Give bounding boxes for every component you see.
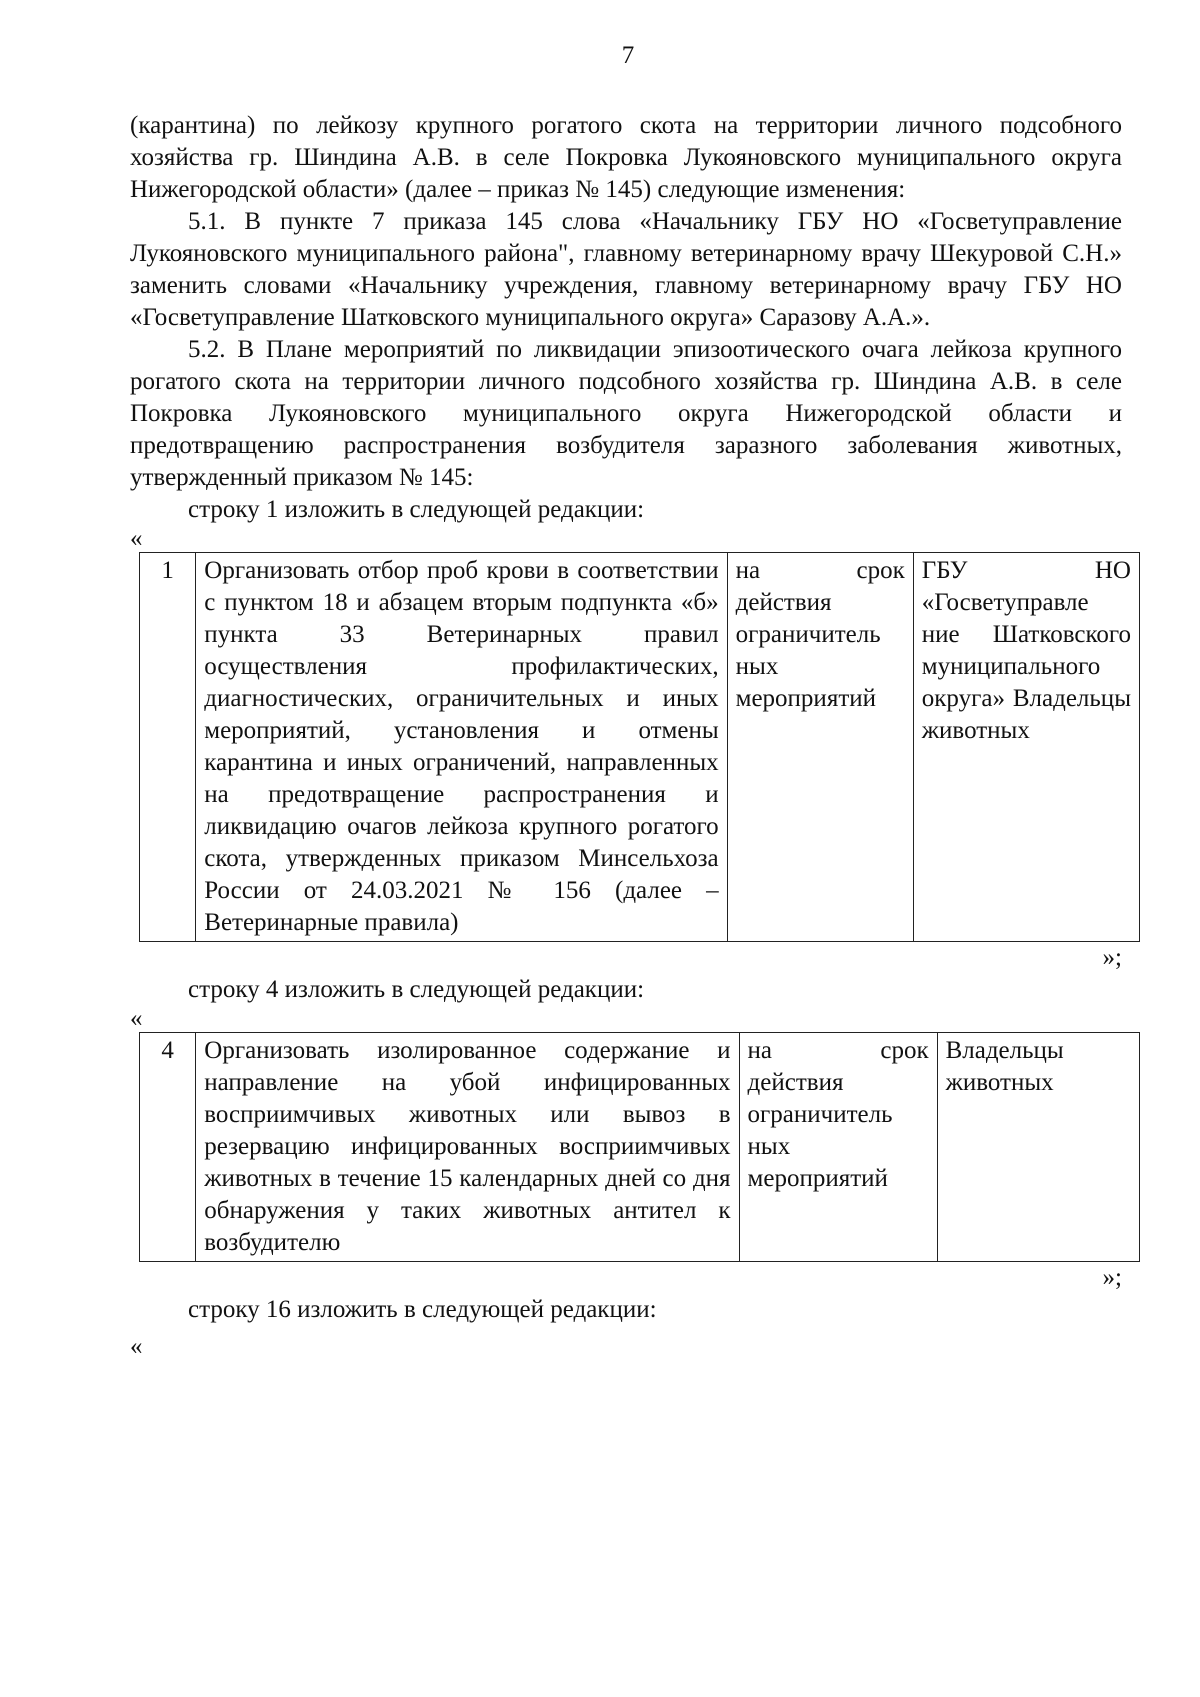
row-number: 4	[140, 1033, 196, 1262]
row-term: на срок действия ограничитель ных мероприятий	[739, 1033, 937, 1262]
opening-quote: «	[130, 1005, 143, 1032]
document-page	[130, 40, 1131, 1360]
row-responsible: Владельцы животных	[937, 1033, 1139, 1262]
closing-quote: »;	[1102, 1264, 1122, 1291]
table-row	[140, 1033, 1140, 1262]
item-5-1: 5.1. В пункте 7 приказа 145 слова «Начальнику ГБУ НО «Госветуправление Лукояновского муниципального района", главному ветеринарному врачу Шекуровой С.Н.» заменить словами «Начальнику учреждения, главному ветеринарному врачу ГБУ НО «Госветуправление Шатковского муниципального округа» Саразову А.А.».	[130, 208, 1122, 331]
table-row	[140, 553, 1140, 942]
edit-instruction-row-1: строку 1 изложить в следующей редакции:	[188, 496, 645, 523]
row-term: на срок действия ограничитель ных мероприятий	[727, 553, 913, 942]
opening-quote: «	[130, 525, 143, 552]
edit-instruction-row-4: строку 4 изложить в следующей редакции:	[188, 976, 645, 1003]
page-number: 7	[621, 42, 635, 69]
plan-table-row-1	[139, 552, 1140, 942]
closing-quote: »;	[1102, 944, 1122, 971]
row-number: 1	[140, 553, 196, 942]
edit-instruction-row-16: строку 16 изложить в следующей редакции:	[188, 1296, 657, 1323]
row-action: Организовать изолированное содержание и направление на убой инфицированных восприимчивых животных или вывоз в резервацию инфицированных восприимчивых животных в течение 15 календарных дней со дня обнаружения у таких животных антител к возбудителю	[196, 1033, 739, 1262]
item-5-2: 5.2. В Плане мероприятий по ликвидации эпизоотического очага лейкоза крупного рогатого скота на территории личного подсобного хозяйства гр. Шиндина А.В. в селе Покровка Лукояновского муниципального округа Нижегородской области и предотвращению распространения возбудителя заразного заболевания животных, утвержденный приказом № 145:	[130, 336, 1122, 491]
row-action: Организовать отбор проб крови в соответствии с пунктом 18 и абзацем вторым подпункта «б» пункта 33 Ветеринарных правил осуществления профилактических, диагностических, ограничительных и иных мероприятий, установления и отмены карантина и иных ограничений, направленных на предотвращение распространения и ликвидацию очагов лейкоза крупного рогатого скота, утвержденных приказом Минсельхоза России от 24.03.2021 № 156 (далее – Ветеринарные правила)	[196, 553, 727, 942]
intro-paragraph: (карантина) по лейкозу крупного рогатого скота на территории личного подсобного хозяйства гр. Шиндина А.В. в селе Покровка Лукояновского муниципального округа Нижегородской области» (далее – приказ № 145) следующие изменения:	[130, 112, 1122, 203]
row-responsible: ГБУ НО «Госветуправле ние Шатковского муниципального округа» Владельцы животных	[913, 553, 1139, 942]
plan-table-row-4	[139, 1032, 1140, 1262]
opening-quote: «	[130, 1333, 143, 1360]
